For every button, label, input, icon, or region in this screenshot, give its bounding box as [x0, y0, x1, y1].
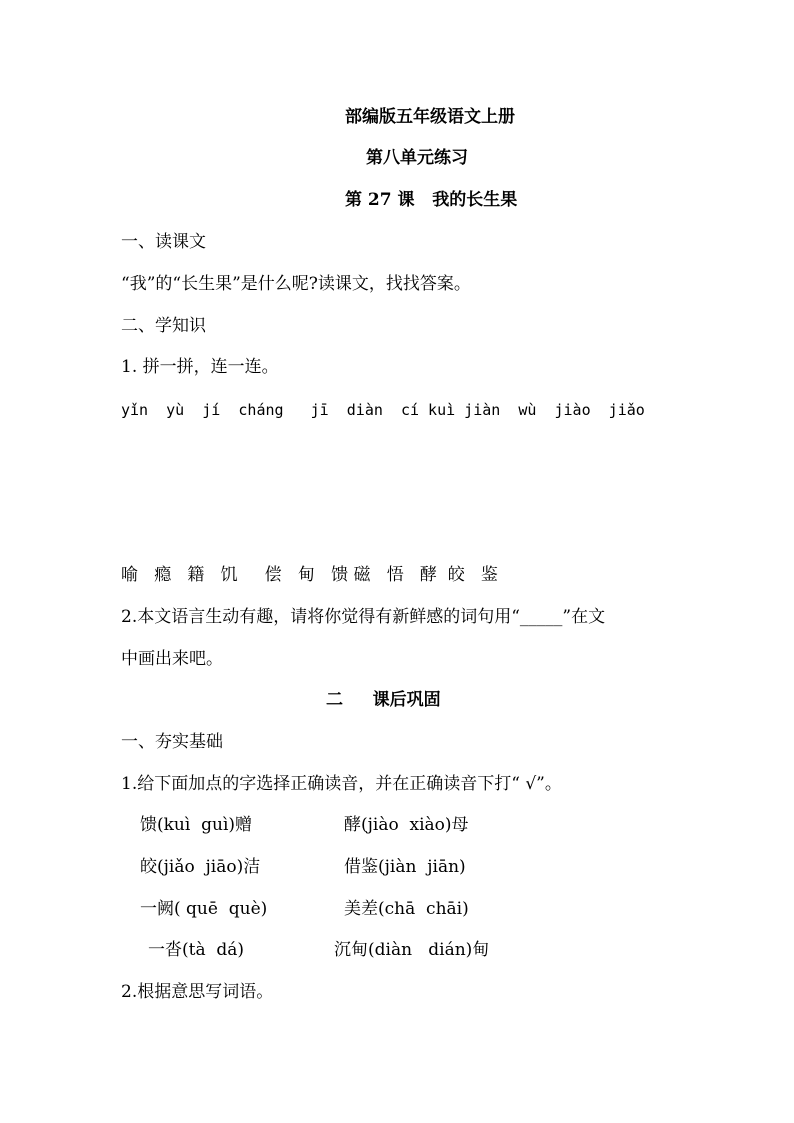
section-heading-read-text: 一、读课文	[121, 232, 206, 252]
question-3-label: 1.给下面加点的字选择正确读音，并在正确读音下打“ √”。	[121, 774, 562, 794]
reading-item-4a: 一沓(tà dá)	[148, 940, 245, 960]
question-1-label: 1. 拼一拼，连一连。	[121, 357, 279, 377]
section-heading-foundation: 一、夯实基础	[121, 732, 223, 752]
part-2-heading: 二 课后巩固	[326, 690, 441, 710]
character-row: 喻 瘾 籍 饥 偿 甸 馈 磁 悟 酵 皎 鉴	[121, 565, 498, 585]
reading-item-1b: 酵(jiào xiào)母	[344, 815, 469, 835]
read-text-instruction: “我”的“长生果”是什么呢?读课文，找找答案。	[121, 274, 471, 294]
pinyin-row: yǐn yù jí cháng jī diàn cí kuì jiàn wù jiào jiǎo	[121, 401, 645, 419]
question-2-line-1: 2.本文语言生动有趣，请将你觉得有新鲜感的词句用“_____”在文	[121, 607, 606, 627]
unit-title: 第八单元练习	[366, 148, 468, 168]
reading-item-1a: 馈(kuì guì)赠	[140, 815, 253, 835]
reading-item-2a: 皎(jiǎo jiāo)洁	[140, 857, 261, 877]
section-heading-learn-knowledge: 二、学知识	[121, 316, 206, 336]
question-4-label: 2.根据意思写词语。	[121, 982, 274, 1002]
reading-item-3a: 一阙( quē què)	[140, 899, 268, 919]
reading-item-2b: 借鉴(jiàn jiān)	[344, 857, 466, 877]
document-title: 部编版五年级语文上册	[345, 107, 515, 127]
lesson-title: 第 27 课 我的长生果	[345, 190, 518, 210]
question-2-line-2: 中画出来吧。	[121, 649, 223, 669]
reading-item-3b: 美差(chā chāi)	[344, 899, 469, 919]
reading-item-4b: 沉甸(diàn dián)甸	[334, 940, 490, 960]
